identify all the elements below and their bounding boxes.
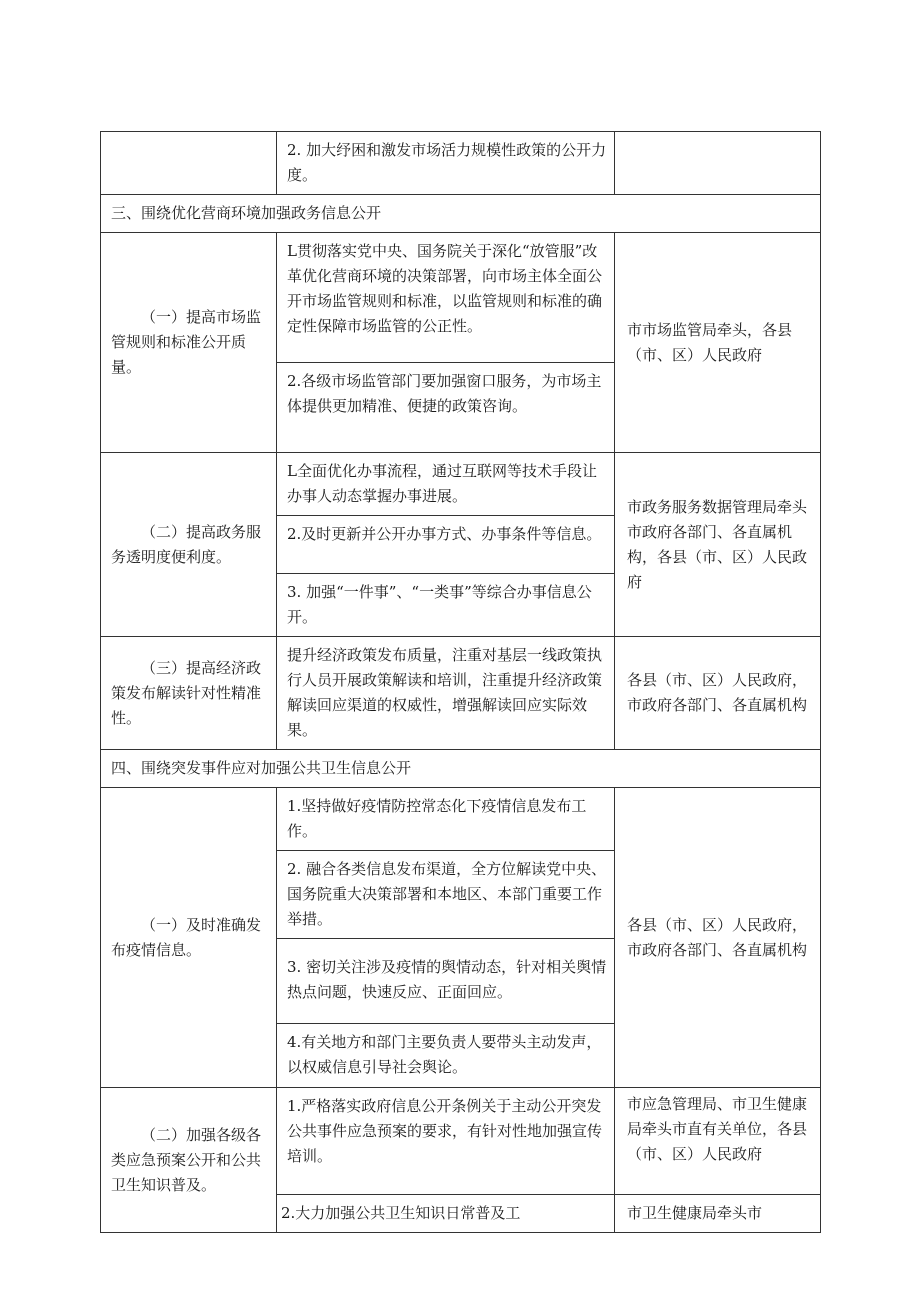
task-cell: 1.严格落实政府信息公开条例关于主动公开突发公共事件应急预案的要求，有针对性地加强宣传培训。 [277, 1088, 615, 1195]
task-cell: 2.各级市场监管部门要加强窗口服务，为市场主体提供更加精准、便捷的政策咨询。 [277, 363, 615, 453]
task-cell: 2.大力加强公共卫生知识日常普及工 [277, 1195, 615, 1233]
task-cell: 4.有关地方和部门主要负责人要带头主动发声，以权威信息引导社会舆论。 [277, 1024, 615, 1088]
task-cell: 2.及时更新并公开办事方式、办事条件等信息。 [277, 516, 615, 574]
task-cell: 提升经济政策发布质量，注重对基层一线政策执行人员开展政策解读和培训，注重提升经济政策解读回应渠道的权威性，增强解读回应实际效果。 [277, 637, 615, 750]
category-cell: （三）提高经济政策发布解读针对性精准性。 [101, 637, 277, 750]
section-header-row [101, 750, 821, 788]
responsible-cell [615, 132, 821, 195]
task-cell: L贯彻落实党中央、国务院关于深化“放管服”改革优化营商环境的决策部署，向市场主体全面公开市场监管规则和标准，以监管规则和标准的确定性保障市场监管的公正性。 [277, 233, 615, 363]
section-title: 三、围绕优化营商环境加强政务信息公开 [101, 195, 821, 233]
task-cell: 3. 加强“一件事”、“一类事”等综合办事信息公开。 [277, 574, 615, 637]
table-row [101, 1088, 821, 1195]
responsible-cell: 各县（市、区）人民政府，市政府各部门、各直属机构 [615, 637, 821, 750]
task-table [100, 131, 821, 1233]
section-header-row [101, 195, 821, 233]
task-cell: 2. 加大纾困和激发市场活力规模性政策的公开力度。 [277, 132, 615, 195]
category-cell [101, 132, 277, 195]
table-row [101, 453, 821, 516]
category-cell: （一）及时准确发布疫情信息。 [101, 788, 277, 1088]
responsible-cell: 市应急管理局、市卫生健康局牵头市直有关单位，各县（市、区）人民政府 [615, 1088, 821, 1195]
table-row [101, 132, 821, 195]
section-title: 四、围绕突发事件应对加强公共卫生信息公开 [101, 750, 821, 788]
table-row [101, 233, 821, 363]
responsible-cell: 市政务服务数据管理局牵头市政府各部门、各直属机构，各县（市、区）人民政府 [615, 453, 821, 637]
category-cell: （二）加强各级各类应急预案公开和公共卫生知识普及。 [101, 1088, 277, 1233]
category-cell: （二）提高政务服务透明度便利度。 [101, 453, 277, 637]
responsible-cell: 各县（市、区）人民政府，市政府各部门、各直属机构 [615, 788, 821, 1088]
task-cell: 1.坚持做好疫情防控常态化下疫情信息发布工作。 [277, 788, 615, 851]
table-row [101, 637, 821, 750]
task-cell: L全面优化办事流程，通过互联网等技术手段让办事人动态掌握办事进展。 [277, 453, 615, 516]
responsible-cell: 市市场监管局牵头，各县（市、区）人民政府 [615, 233, 821, 453]
category-cell: （一）提高市场监管规则和标准公开质量。 [101, 233, 277, 453]
task-cell: 2. 融合各类信息发布渠道，全方位解读党中央、国务院重大决策部署和本地区、本部门重要工作举措。 [277, 851, 615, 939]
table-row [101, 788, 821, 851]
task-cell: 3. 密切关注涉及疫情的舆情动态，针对相关舆情热点问题，快速反应、正面回应。 [277, 939, 615, 1024]
responsible-cell: 市卫生健康局牵头市 [615, 1195, 821, 1233]
